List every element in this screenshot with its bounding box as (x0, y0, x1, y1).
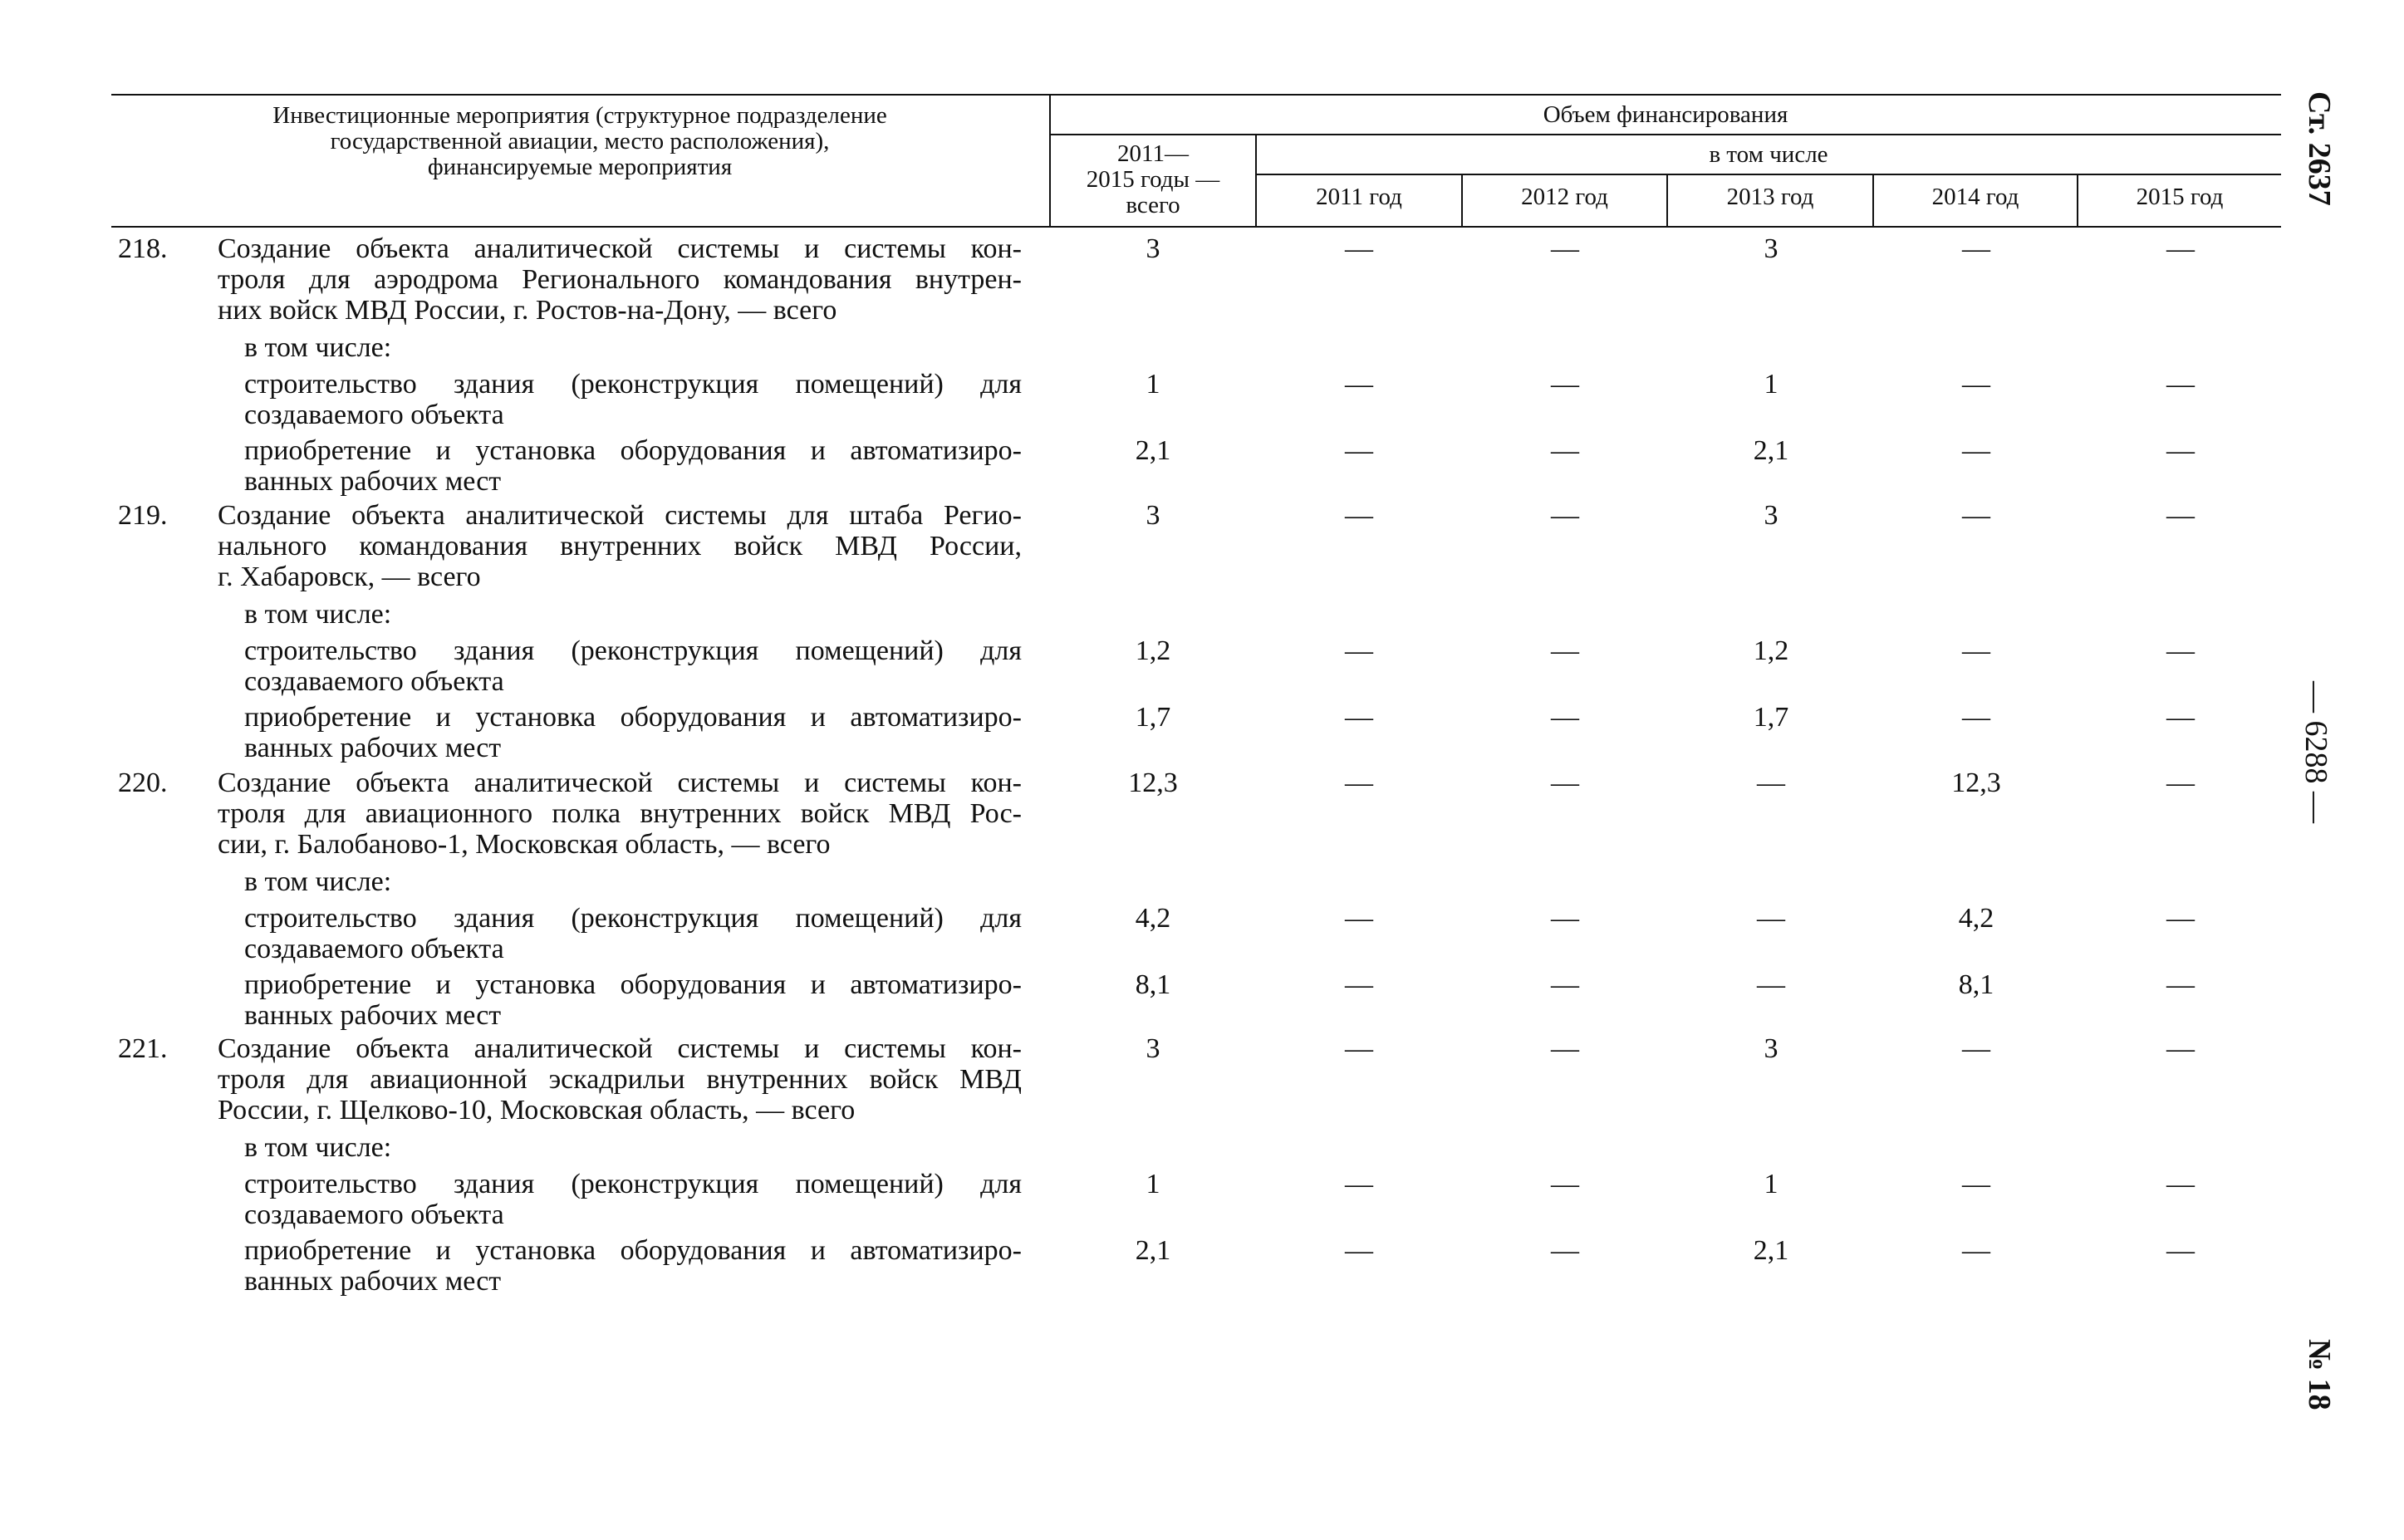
sub-item-description (244, 435, 1022, 497)
table-row-220-sub-1-value-3: — (1757, 969, 1785, 1000)
sub-item-description (244, 702, 1022, 763)
table-row-218-sub-1-value-2: — (1551, 435, 1579, 466)
table-row-220-value-1: — (1345, 768, 1373, 798)
header-funding: Объем финансирования (1543, 101, 1788, 128)
text-line: приобретение и установка оборудования и автоматизиро- (244, 702, 1022, 733)
table-row-219-sub-0-value-3: 1,2 (1753, 635, 1789, 666)
table-row-218-value-2: — (1551, 233, 1579, 264)
table-row-218-sub-0-value-4: — (1962, 369, 1990, 400)
table-row-221-sub-0-value-3: 1 (1764, 1169, 1778, 1199)
table-row-219-sub-0-value-5: — (2166, 635, 2195, 666)
table-row-219-value-4: — (1962, 500, 1990, 531)
text-line: строительство здания (реконструкция помещений) для (244, 635, 1022, 666)
table-row-219-sub-0-value-0: 1,2 (1135, 635, 1171, 666)
table-row-218-sub-1-value-5: — (2166, 435, 2195, 466)
header-year-2015: 2015 год (2136, 184, 2224, 210)
table-row-221-sub-1-value-1: — (1345, 1235, 1373, 1266)
header-measures-line3: финансируемые мероприятия (427, 154, 733, 180)
text-line: создаваемого объекта (244, 934, 504, 964)
header-including: в том числе (1709, 141, 1828, 168)
table-row-218-sub-1-value-4: — (1962, 435, 1990, 466)
including-label: в том числе: (244, 1132, 392, 1163)
row-description (218, 768, 1022, 860)
text-line: ванных рабочих мест (244, 733, 502, 763)
table-row-218-sub-0-value-1: — (1345, 369, 1373, 400)
table-row-219-sub-1-value-0: 1,7 (1135, 702, 1171, 733)
text-line: приобретение и установка оборудования и автоматизиро- (244, 969, 1022, 1000)
table-row-221-sub-0-value-2: — (1551, 1169, 1579, 1199)
header-year-2013: 2013 год (1726, 184, 1814, 210)
table-row-219-sub-1-value-1: — (1345, 702, 1373, 733)
table-row-221-sub-1-value-0: 2,1 (1135, 1235, 1171, 1266)
text-line: троля для аэродрома Регионального командования внутрен- (218, 264, 1022, 295)
table-row-218-value-3: 3 (1764, 233, 1778, 264)
header-total-line3: всего (1126, 192, 1180, 218)
table-row-220-sub-0-value-2: — (1551, 903, 1579, 934)
header-year-2011: 2011 год (1316, 184, 1402, 210)
text-line: Создание объекта аналитической системы и системы кон- (218, 233, 1022, 264)
page-number: — 6288 — (2299, 681, 2333, 823)
table-row-220-sub-0-value-0: 4,2 (1135, 903, 1171, 934)
including-label: в том числе: (244, 866, 392, 897)
text-line: создаваемого объекта (244, 400, 504, 430)
text-line: России, г. Щелково-10, Московская область, — всего (218, 1095, 856, 1126)
row-description (218, 500, 1022, 592)
table-row-221-sub-1-value-4: — (1962, 1235, 1990, 1266)
row-number: 221. (118, 1033, 168, 1064)
table-row-220-value-3: — (1757, 768, 1785, 798)
sub-item-description (244, 369, 1022, 430)
table-row-220-sub-1-value-0: 8,1 (1135, 969, 1171, 1000)
table-row-219-sub-1-value-2: — (1551, 702, 1579, 733)
text-line: г. Хабаровск, — всего (218, 562, 481, 592)
text-line: ванных рабочих мест (244, 1000, 502, 1031)
text-line: ванных рабочих мест (244, 1266, 502, 1297)
table-row-219-sub-1-value-4: — (1962, 702, 1990, 733)
table-row-220-sub-1-value-5: — (2166, 969, 2195, 1000)
table-row-220-sub-1-value-4: 8,1 (1958, 969, 1994, 1000)
table-row-221-sub-0-value-4: — (1962, 1169, 1990, 1199)
table-row-219-value-1: — (1345, 500, 1373, 531)
sub-item-description (244, 1235, 1022, 1297)
header-top-rule (111, 94, 2281, 96)
table-row-220-sub-1-value-1: — (1345, 969, 1373, 1000)
table-row-221-value-1: — (1345, 1033, 1373, 1064)
row-description (218, 233, 1022, 326)
header-total-line1: 2011— (1117, 140, 1189, 167)
header-bottom-rule (111, 226, 2281, 228)
text-line: строительство здания (реконструкция помещений) для (244, 903, 1022, 934)
table-row-219-sub-1-value-5: — (2166, 702, 2195, 733)
table-row-219-sub-0-value-2: — (1551, 635, 1579, 666)
table-row-219-sub-1-value-3: 1,7 (1753, 702, 1789, 733)
text-line: нального командования внутренних войск МВД России, (218, 531, 1022, 562)
header-rule-funding (1050, 134, 2281, 135)
table-row-220-value-4: 12,3 (1951, 768, 2001, 798)
text-line: них войск МВД России, г. Ростов-на-Дону, — всего (218, 295, 837, 326)
table-row-219-value-5: — (2166, 500, 2195, 531)
table-row-221-value-4: — (1962, 1033, 1990, 1064)
page-reference: Ст. 2637 (2302, 91, 2337, 206)
table-row-220-sub-0-value-5: — (2166, 903, 2195, 934)
table-row-218-sub-1-value-0: 2,1 (1135, 435, 1171, 466)
table-row-221-sub-0-value-0: 1 (1146, 1169, 1160, 1199)
issue-number: № 18 (2302, 1339, 2337, 1410)
header-total-line2: 2015 годы — (1086, 166, 1220, 193)
text-line: создаваемого объекта (244, 1199, 504, 1230)
text-line: строительство здания (реконструкция помещений) для (244, 369, 1022, 400)
row-number: 218. (118, 233, 168, 264)
text-line: Создание объекта аналитической системы и системы кон- (218, 1033, 1022, 1064)
table-row-218-value-5: — (2166, 233, 2195, 264)
table-row-219-value-3: 3 (1764, 500, 1778, 531)
header-year-2012: 2012 год (1521, 184, 1608, 210)
row-number: 220. (118, 768, 168, 798)
row-description (218, 1033, 1022, 1126)
table-row-220-sub-0-value-4: 4,2 (1958, 903, 1994, 934)
text-line: приобретение и установка оборудования и автоматизиро- (244, 435, 1022, 466)
header-year-2014: 2014 год (1931, 184, 2019, 210)
sub-item-description (244, 903, 1022, 964)
text-line: сии, г. Балобаново-1, Московская область, — всего (218, 829, 831, 860)
text-line: Создание объекта аналитической системы для штаба Регио- (218, 500, 1022, 531)
table-row-220-value-0: 12,3 (1128, 768, 1178, 798)
table-row-218-sub-0-value-2: — (1551, 369, 1579, 400)
text-line: приобретение и установка оборудования и автоматизиро- (244, 1235, 1022, 1266)
table-row-219-sub-0-value-1: — (1345, 635, 1373, 666)
table-row-220-sub-0-value-1: — (1345, 903, 1373, 934)
header-measures-line1: Инвестиционные мероприятия (структурное подразделение (272, 102, 887, 129)
text-line: Создание объекта аналитической системы и системы кон- (218, 768, 1022, 798)
text-line: троля для авиационного полка внутренних войск МВД Рос- (218, 798, 1022, 829)
text-line: ванных рабочих мест (244, 466, 502, 497)
table-row-221-sub-1-value-5: — (2166, 1235, 2195, 1266)
sub-item-description (244, 969, 1022, 1031)
table-row-220-value-2: — (1551, 768, 1579, 798)
table-row-221-value-3: 3 (1764, 1033, 1778, 1064)
table-row-218-sub-1-value-3: 2,1 (1753, 435, 1789, 466)
table-row-218-value-1: — (1345, 233, 1373, 264)
table-row-221-value-2: — (1551, 1033, 1579, 1064)
row-number: 219. (118, 500, 168, 531)
including-label: в том числе: (244, 332, 392, 363)
table-row-221-value-0: 3 (1146, 1033, 1160, 1064)
header-total (1051, 141, 1255, 218)
including-label: в том числе: (244, 599, 392, 630)
header-measures-line2: государственной авиации, место расположения), (330, 128, 830, 154)
table-row-221-sub-0-value-5: — (2166, 1169, 2195, 1199)
table-row-221-value-5: — (2166, 1033, 2195, 1064)
table-row-220-sub-1-value-2: — (1551, 969, 1579, 1000)
header-rule-including (1256, 174, 2281, 175)
table-row-219-sub-0-value-4: — (1962, 635, 1990, 666)
table-row-218-value-0: 3 (1146, 233, 1160, 264)
table-row-218-sub-0-value-0: 1 (1146, 369, 1160, 400)
table-row-218-sub-1-value-1: — (1345, 435, 1373, 466)
table-row-220-value-5: — (2166, 768, 2195, 798)
table-row-221-sub-0-value-1: — (1345, 1169, 1373, 1199)
table-row-219-value-0: 3 (1146, 500, 1160, 531)
text-line: троля для авиационной эскадрильи внутренних войск МВД (218, 1064, 1022, 1095)
sub-item-description (244, 1169, 1022, 1230)
header-measures (111, 103, 1048, 180)
table-row-221-sub-1-value-2: — (1551, 1235, 1579, 1266)
table-row-218-value-4: — (1962, 233, 1990, 264)
sub-item-description (244, 635, 1022, 697)
table-row-219-value-2: — (1551, 500, 1579, 531)
table-row-218-sub-0-value-5: — (2166, 369, 2195, 400)
text-line: создаваемого объекта (244, 666, 504, 697)
text-line: строительство здания (реконструкция помещений) для (244, 1169, 1022, 1199)
table-row-220-sub-0-value-3: — (1757, 903, 1785, 934)
table-row-221-sub-1-value-3: 2,1 (1753, 1235, 1789, 1266)
table-row-218-sub-0-value-3: 1 (1764, 369, 1778, 400)
